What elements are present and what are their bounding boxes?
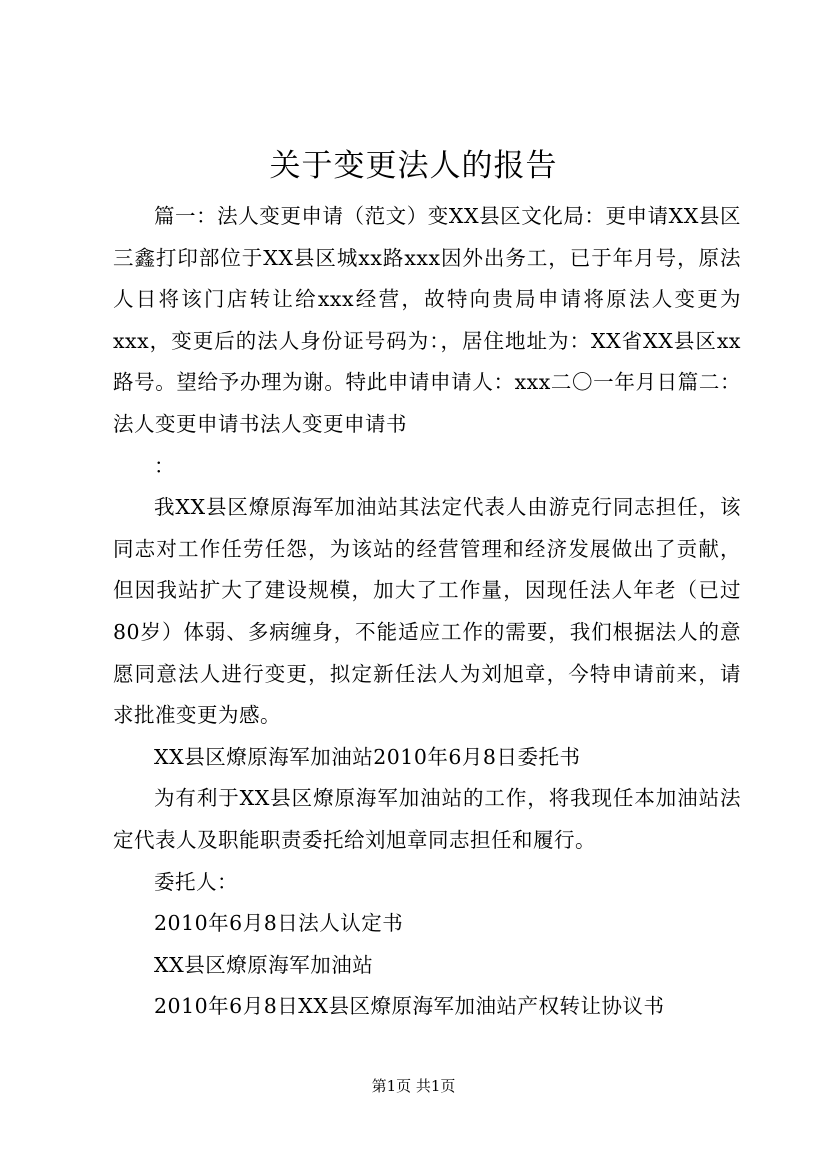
paragraph: ： [154, 453, 175, 478]
page-number-footer: 第1页 共1页 [371, 1077, 456, 1095]
paragraph: XX县区燎原海军加油站 [154, 952, 374, 977]
paragraph: 2010年6月8日XX县区燎原海军加油站产权转让协议书 [154, 994, 665, 1019]
paragraph: 我XX县区燎原海军加油站其法定代表人由游克行同志担任，该同志对工作任劳任怨，为该站的经营管理和经济发展做出了贡献，但因我站扩大了建设规模，加大了工作量，因现任法人年老（已过80岁）体弱、多病缠身，不能适应工作的需要，我们根据法人的意愿同意法人进行变更，拟定新任法人为刘旭章，今特申请前来，请求批准变更为感。 [113, 495, 741, 728]
paragraph: XX县区燎原海军加油站2010年6月8日委托书 [154, 744, 581, 769]
paragraph: 委托人： [154, 869, 238, 894]
paragraph: 2010年6月8日法人认定书 [154, 911, 404, 936]
paragraph: 篇一：法人变更申请（范文）变XX县区文化局：更申请XX县区三鑫打印部位于XX县区城xx路xxx因外出务工，已于年月号，原法人日将该门店转让给xxx经营，故特向贵局申请将原法人变更为xxx，变更后的法人身份证号码为：，居住地址为：XX省XX县区xx路号。望给予办理为谢。特此申请申请人：xxx二〇一年月日篇二：法人变更申请书法人变更申请书 [113, 204, 741, 436]
document-body [113, 196, 741, 1028]
document-title: 关于变更法人的报告 [269, 148, 558, 184]
paragraph: 为有利于XX县区燎原海军加油站的工作，将我现任本加油站法定代表人及职能职责委托给刘旭章同志担任和履行。 [113, 786, 741, 852]
